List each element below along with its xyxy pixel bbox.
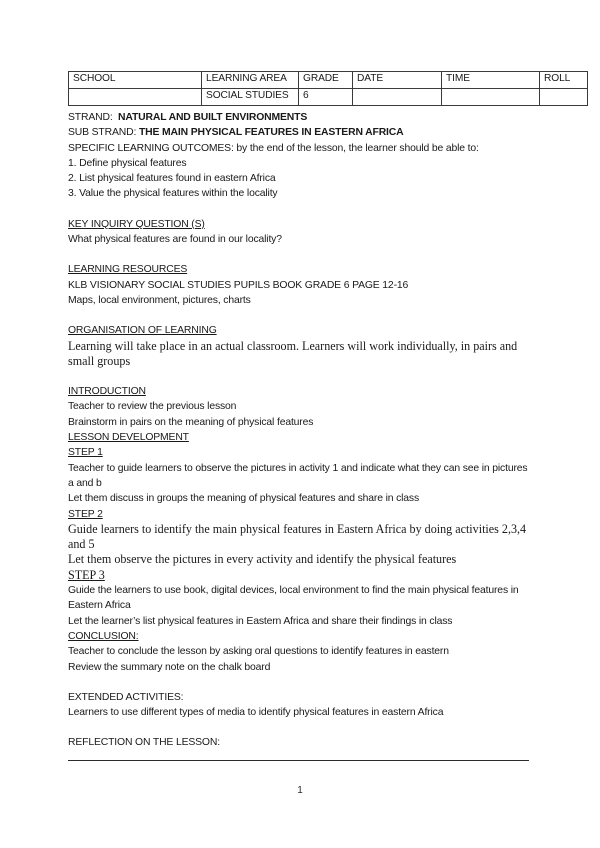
organisation-of-learning-text: Learning will take place in an actual classroom. Learners will work individually, in pairs and small groups — [68, 338, 518, 368]
table-cell-school-value[interactable] — [69, 89, 202, 106]
table-cell-roll-value[interactable] — [540, 89, 588, 106]
extended-activities-text: Learners to use different types of media to identify physical features in eastern Africa — [68, 707, 444, 719]
organisation-of-learning-section — [68, 323, 533, 369]
lesson-development-section — [68, 430, 533, 629]
strand-value: NATURAL AND BUILT ENVIRONMENTS — [118, 112, 308, 123]
key-inquiry-question-section — [68, 217, 533, 248]
spacer — [68, 720, 533, 735]
sub-strand-line — [68, 125, 533, 140]
step-1-heading: STEP 1 — [68, 447, 103, 459]
step-2-line: Guide learners to identify the main physical features in Eastern Africa by doing activities 2,3,4 and 5 — [68, 521, 527, 552]
introduction-line: Teacher to review the previous lesson — [68, 401, 237, 413]
spacer — [68, 308, 533, 323]
specific-learning-outcomes-section — [68, 141, 533, 202]
table-cell-grade-value[interactable]: 6 — [299, 89, 353, 106]
learning-resources-line: KLB VISIONARY SOCIAL STUDIES PUPILS BOOK GRADE 6 PAGE 12-16 — [68, 279, 409, 291]
reflection-section — [68, 735, 533, 760]
organisation-of-learning-heading: ORGANISATION OF LEARNING — [68, 325, 217, 337]
page-number: 1 — [297, 785, 303, 796]
table-cell-date-value[interactable] — [353, 89, 442, 106]
strand-section — [68, 110, 533, 141]
lesson-header-table — [68, 71, 588, 106]
reflection-heading: REFLECTION ON THE LESSON: — [68, 737, 220, 749]
outcome-item: 1. Define physical features — [68, 157, 187, 169]
step-1-line: Teacher to guide learners to observe the pictures in activity 1 and indicate what they can see in pictures a and b — [68, 462, 528, 489]
strand-label: STRAND: — [68, 112, 113, 123]
introduction-section — [68, 384, 533, 430]
learning-resources-section — [68, 262, 533, 308]
strand-line — [68, 110, 533, 125]
introduction-heading: INTRODUCTION — [68, 386, 146, 398]
learning-resources-heading: LEARNING RESOURCES — [68, 264, 188, 276]
step-3-heading: STEP 3 — [68, 567, 105, 582]
table-cell-time-value[interactable] — [442, 89, 540, 106]
conclusion-line: Review the summary note on the chalk board — [68, 661, 271, 673]
sub-strand-label: SUB STRAND: — [68, 127, 137, 139]
extended-activities-section — [68, 690, 533, 721]
introduction-line: Brainstorm in pairs on the meaning of physical features — [68, 416, 314, 428]
conclusion-heading: CONCLUSION: — [68, 630, 139, 642]
spacer — [68, 369, 533, 384]
table-header-time: TIME — [442, 72, 540, 89]
table-header-roll: ROLL — [540, 72, 588, 89]
step-3-line: Guide the learners to use book, digital devices, local environment to find the main physical features in Eastern Africa — [68, 585, 519, 612]
spacer — [68, 247, 533, 262]
table-header-date: DATE — [353, 72, 442, 89]
lesson-development-heading: LESSON DEVELOPMENT — [68, 432, 189, 444]
table-header-grade: GRADE — [299, 72, 353, 89]
reflection-answer-rule[interactable] — [68, 760, 529, 761]
sub-strand-value: THE MAIN PHYSICAL FEATURES IN EASTERN AFRICA — [138, 127, 404, 139]
extended-activities-heading: EXTENDED ACTIVITIES: — [68, 691, 184, 703]
table-row-values — [69, 89, 588, 106]
table-header-learning-area: LEARNING AREA — [202, 72, 299, 89]
spacer — [68, 675, 533, 690]
key-inquiry-question-text: What physical features are found in our locality? — [68, 234, 282, 246]
learning-resources-line: Maps, local environment, pictures, charts — [68, 294, 251, 306]
conclusion-section — [68, 629, 533, 675]
outcome-item: 2. List physical features found in eastern Africa — [68, 173, 276, 185]
table-cell-learning-area-value[interactable]: SOCIAL STUDIES — [202, 89, 299, 106]
spacer — [68, 202, 533, 217]
table-header-school: SCHOOL — [69, 72, 202, 89]
step-3-line: Let the learner’s list physical features in Eastern Africa and share their findings in class — [68, 615, 453, 627]
step-1-line: Let them discuss in groups the meaning of physical features and share in class — [68, 493, 420, 505]
key-inquiry-question-heading: KEY INQUIRY QUESTION (S) — [68, 218, 205, 230]
conclusion-line: Teacher to conclude the lesson by asking oral questions to identify features in eastern — [68, 646, 449, 658]
document-content — [68, 71, 571, 761]
step-2-heading: STEP 2 — [68, 508, 103, 520]
outcome-item: 3. Value the physical features within the locality — [68, 188, 278, 200]
table-row-headers — [69, 72, 588, 89]
step-2-line: Let them observe the pictures in every activity and identify the physical features — [68, 552, 457, 567]
specific-learning-outcomes-intro: SPECIFIC LEARNING OUTCOMES: by the end of the lesson, the learner should be able to: — [68, 142, 479, 154]
